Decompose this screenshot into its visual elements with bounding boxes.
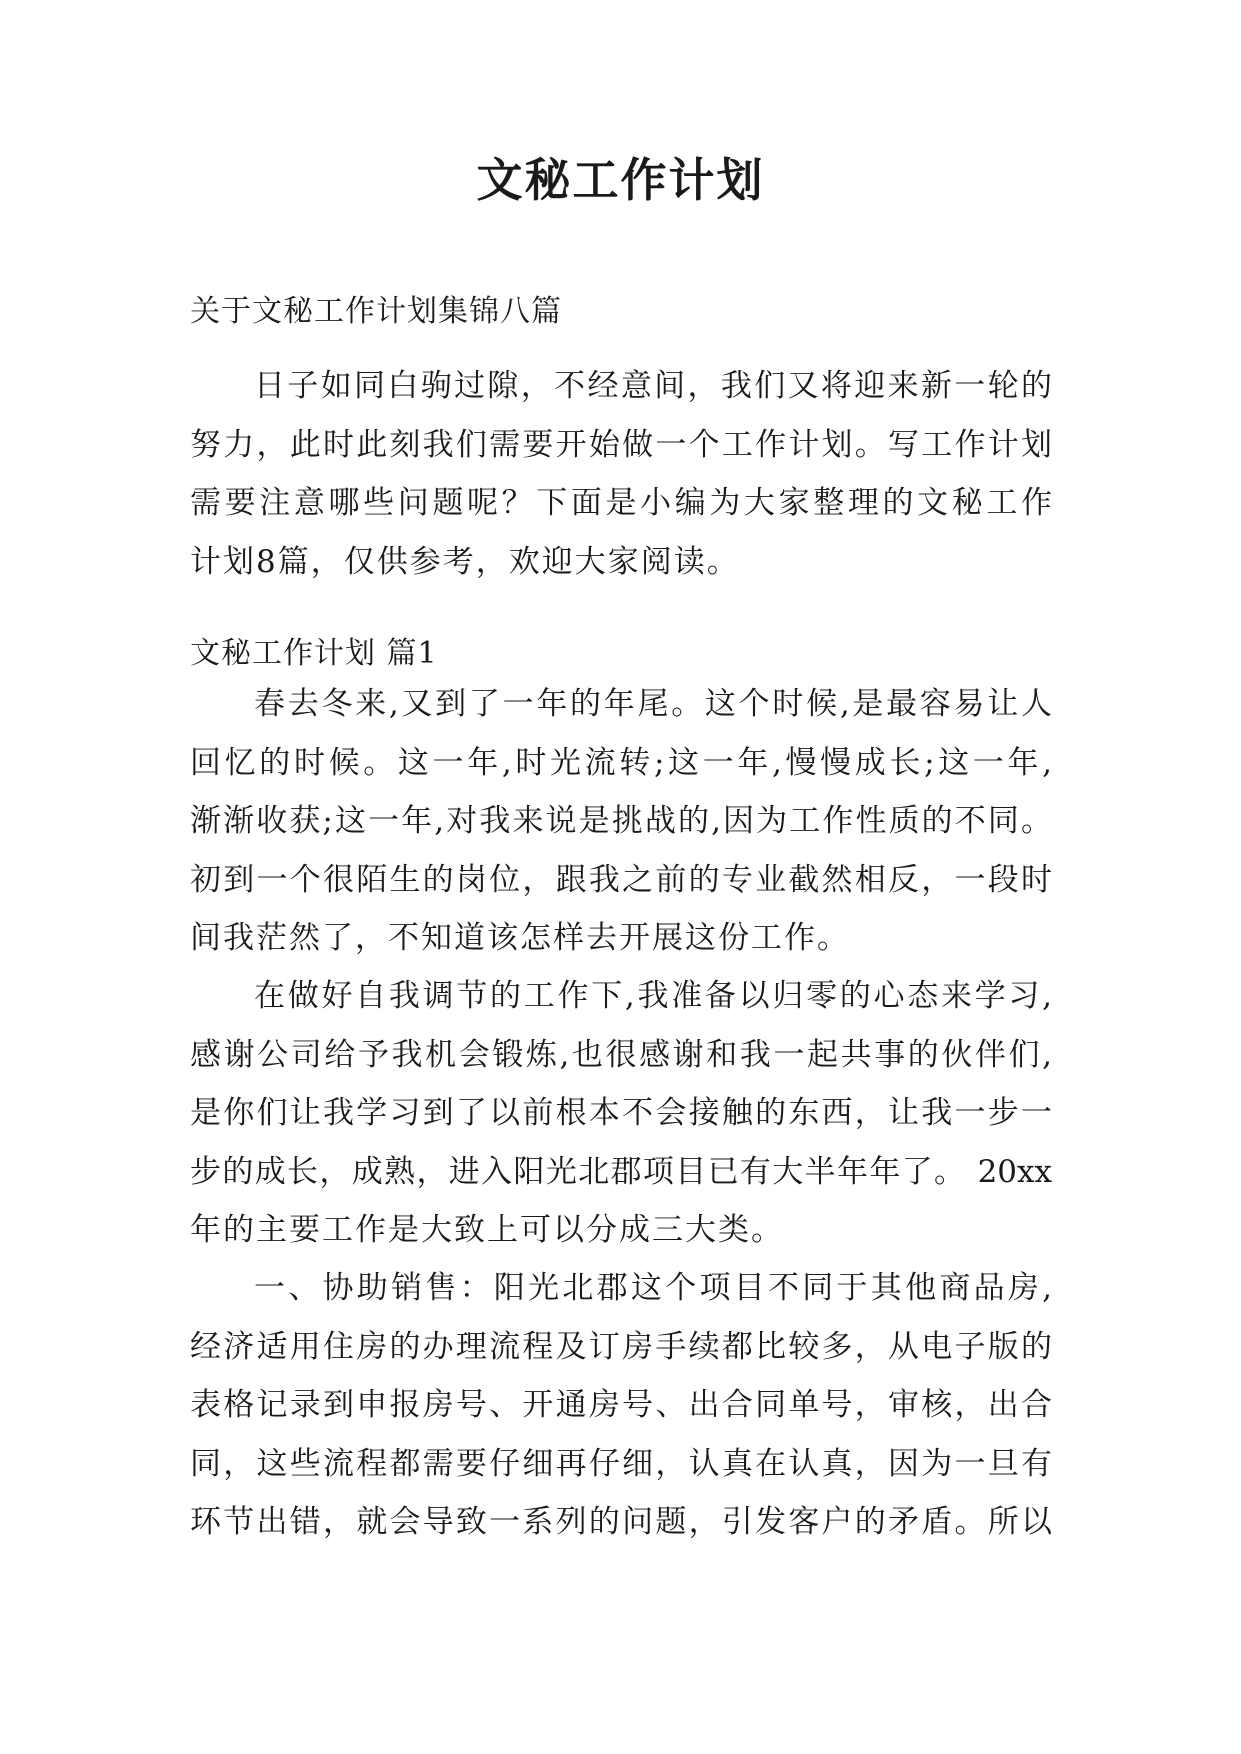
paragraph-1 [190, 675, 1052, 968]
paragraph-line: 同，这些流程都需要仔细再仔细，认真在认真，因为一旦有 [190, 1445, 1052, 1482]
paragraph-line: 春去冬来,又到了一年的年尾。这个时候,是最容易让人 [254, 686, 1052, 722]
intro-paragraph [190, 357, 1052, 591]
paragraph-line: 是你们让我学习到了以前根本不会接触的东西，让我一步一 [190, 1095, 1052, 1131]
paragraph-line: 初到一个很陌生的岗位，跟我之前的专业截然相反，一段时 [190, 861, 1052, 898]
intro-line: 计划8篇，仅供参考，欢迎大家阅读。 [190, 543, 740, 580]
paragraph-2 [190, 967, 1052, 1260]
paragraph-line: 感谢公司给予我机会锻炼,也很感谢和我一起共事的伙伴们, [190, 1036, 1052, 1073]
paragraph-line: 步的成长，成熟，进入阳光北郡项目已有大半年年了。 20xx [190, 1153, 1052, 1190]
paragraph-line: 一、协助销售：阳光北郡这个项目不同于其他商品房, [254, 1270, 1052, 1306]
paragraph-3 [190, 1259, 1052, 1552]
paragraph-line: 回忆的时候。这一年,时光流转;这一年,慢慢成长;这一年, [190, 744, 1052, 781]
section-heading: 文秘工作计划 篇1 [190, 636, 438, 671]
intro-line: 努力，此时此刻我们需要开始做一个工作计划。写工作计划 [190, 426, 1052, 463]
paragraph-line: 渐渐收获;这一年,对我来说是挑战的,因为工作性质的不同。 [190, 803, 1052, 839]
paragraph-line: 年的主要工作是大致上可以分成三大类。 [190, 1212, 784, 1248]
paragraph-line: 经济适用住房的办理流程及订房手续都比较多，从电子版的 [190, 1328, 1052, 1365]
document-title: 文秘工作计划 [476, 153, 765, 207]
document-subtitle: 关于文秘工作计划集锦八篇 [190, 294, 562, 329]
paragraph-line: 在做好自我调节的工作下,我准备以归零的心态来学习, [254, 978, 1052, 1014]
paragraph-line: 环节出错，就会导致一系列的问题，引发客户的矛盾。所以 [190, 1504, 1052, 1540]
paragraph-line: 间我茫然了，不知道该怎样去开展这份工作。 [190, 920, 850, 956]
paragraph-line: 表格记录到申报房号、开通房号、出合同单号，审核，出合 [190, 1387, 1052, 1423]
intro-line: 日子如同白驹过隙，不经意间，我们又将迎来新一轮的 [254, 368, 1052, 404]
intro-line: 需要注意哪些问题呢？下面是小编为大家整理的文秘工作 [190, 485, 1052, 521]
